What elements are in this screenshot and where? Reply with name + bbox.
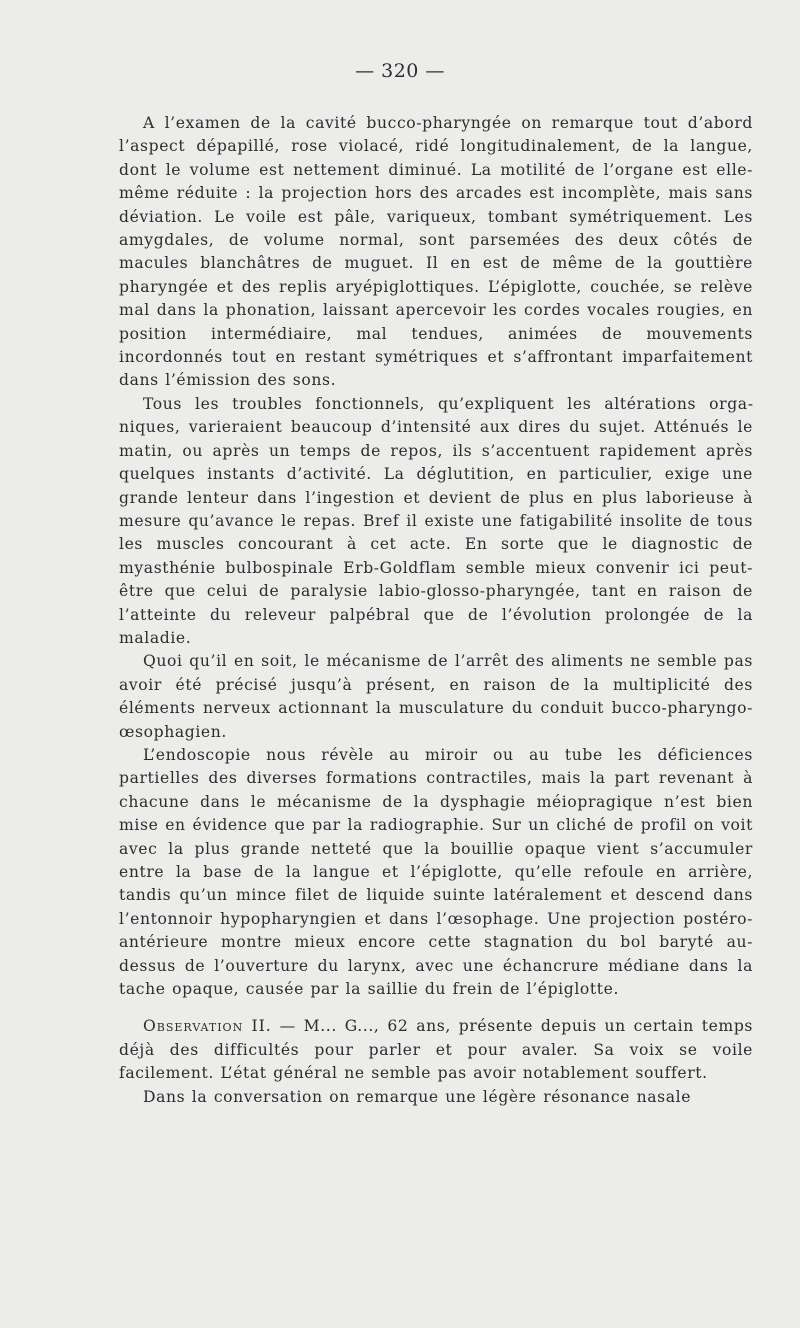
- paragraph-observation: [119, 1015, 753, 1085]
- paragraph-endoscopy: L’endoscopie nous révèle au miroir ou au tube les déficiences partielles des diverses formations contractiles, mais la part revenant à chacune dans le mécanisme de la dysphagie méiopragique n’est bien mise en évidence que par la radiographie. Sur un cliché de profil on voit avec la plus grande netteté que la bouillie opaque vient s’accumuler entre la base de la langue et l’épiglotte, qu’elle refoule en arrière, tandis qu’un mince filet de liquide suinte latéralement et descend dans l’entonnoir hypopharyngien et dans l’œsophage. Une projection postéro-antérieure montre mieux encore cette stagnation du bol baryté au-dessus de l’ouverture du larynx, avec une échancrure médiane dans la tache opaque, causée par la saillie du frein de l’épiglotte.: [119, 745, 753, 999]
- paragraph-examination: A l’examen de la cavité bucco-pharyngée on remarque tout d’abord l’aspect dépapillé, rose violacé, ridé longitudinalement, de la langue, dont le volume est nettement diminué. La motilité de l’organe est elle-même réduite : la projection hors des arcades est incomplète, mais sans déviation. Le voile est pâle, variqueux, tombant symétriquement. Les amygdales, de volume normal, sont parsemées des deux côtés de macules blanchâtres de muguet. Il en est de même de la gouttière pharyngée et des replis aryépiglottiques. L’épiglotte, couchée, se relève mal dans la phonation, laissant apercevoir les cordes vocales rougies, en position intermédiaire, mal tendues, animées de mouvements incordonnés tout en restant symétriques et s’affrontant imparfaitement dans l’émission des sons.: [119, 114, 753, 390]
- page-number: — 320 —: [355, 60, 445, 82]
- observation-text: — M... G..., 62 ans, présente depuis un certain temps déjà des difficultés pour parler et pour avaler. Sa voix se voile facilement. L’état général ne semble pas avoir notablement souffert.: [119, 1017, 754, 1083]
- paragraph-conversation: Dans la conversation on remarque une légère résonance nasale: [143, 1087, 692, 1106]
- paragraph-mechanism: Quoi qu’il en soit, le mécanisme de l’arrêt des aliments ne semble pas avoir été précisé jusqu’à présent, en raison de la multiplicité des éléments nerveux actionnant la musculature du conduit bucco-pharyngo-œsophagien.: [119, 652, 753, 741]
- observation-heading: Observation II.: [143, 1017, 272, 1036]
- page-body: [119, 112, 753, 1109]
- paragraph-functional-troubles: Tous les troubles fonctionnels, qu’expliquent les altérations organiques, varieraient beaucoup d’intensité aux dires du sujet. Atténués le matin, ou après un temps de repos, ils s’accentuent rapidement après quelques instants d’activité. La déglutition, en particulier, exige une grande lenteur dans l’ingestion et devient de plus en plus laborieuse à mesure qu’avance le repas. Bref il existe une fatigabilité insolite de tous les muscles concourant à cet acte. En sorte que le diagnostic de myasthénie bulbospinale Erb-Goldflam semble mieux convenir ici peut-être que celui de paralysie labio-glosso-pharyngée, tant en raison de l’atteinte du releveur palpébral que de l’évolution prolongée de la maladie.: [119, 394, 753, 647]
